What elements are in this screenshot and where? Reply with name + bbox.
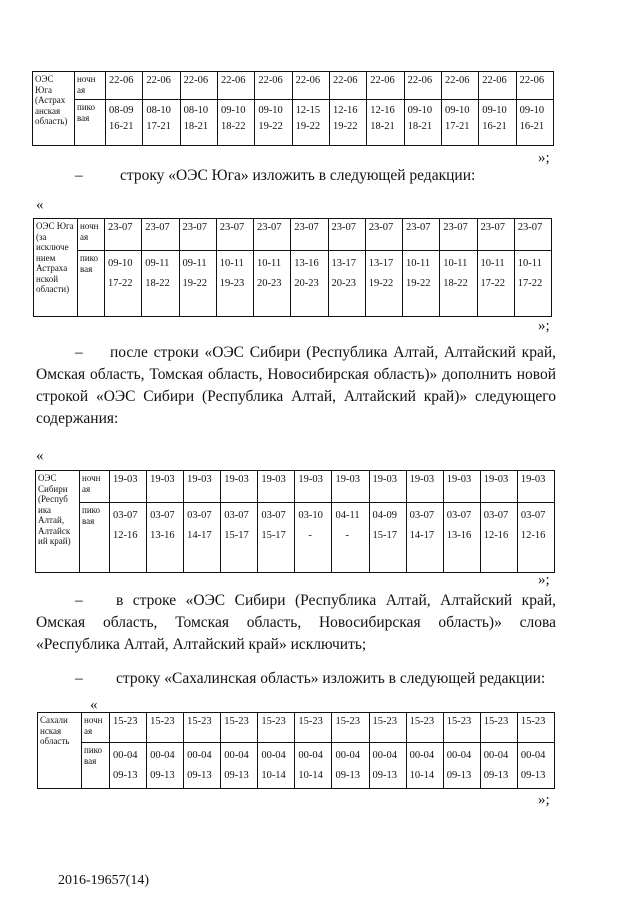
night-cell: 22-06 <box>143 72 180 100</box>
peak-evening: 17-22 <box>108 278 133 289</box>
peak-cell <box>443 503 480 573</box>
table-row <box>34 251 552 317</box>
peak-morning: 10-11 <box>480 258 505 269</box>
night-label: ночн ая <box>82 713 110 743</box>
peak-morning: 09-11 <box>182 258 207 269</box>
night-cell: 15-23 <box>221 713 258 743</box>
peak-morning: 03-10 <box>298 510 323 521</box>
peak-cell <box>369 743 406 789</box>
peak-cell <box>106 100 143 146</box>
peak-cell <box>295 743 332 789</box>
row-label: Сахали нская область <box>38 713 82 789</box>
peak-morning: 10-11 <box>517 258 542 269</box>
peak-morning: 03-07 <box>224 510 249 521</box>
night-cell: 15-23 <box>443 713 480 743</box>
night-cell: 22-06 <box>255 72 292 100</box>
night-cell: 19-03 <box>221 471 258 503</box>
peak-cell <box>179 251 216 317</box>
night-cell: 22-06 <box>441 72 478 100</box>
peak-morning: 09-10 <box>482 105 507 116</box>
night-cell: 19-03 <box>517 471 554 503</box>
night-cell: 23-07 <box>328 219 365 251</box>
peak-cell <box>516 100 553 146</box>
peak-evening: 12-16 <box>520 530 546 541</box>
night-cell: 15-23 <box>110 713 147 743</box>
peak-evening: - <box>308 530 312 541</box>
peak-cell <box>217 100 254 146</box>
peak-morning: 12-16 <box>370 105 395 116</box>
close-quote-1: »; <box>538 150 550 166</box>
peak-evening: 14-17 <box>409 530 435 541</box>
peak-morning: 03-07 <box>483 510 509 521</box>
night-cell: 23-07 <box>477 219 514 251</box>
peak-cell <box>367 100 404 146</box>
item-1-text: строку «ОЭС Юга» изложить в следующей редакции: <box>120 167 476 184</box>
peak-evening: 18-22 <box>145 278 170 289</box>
peak-cell <box>406 503 443 573</box>
peak-cell <box>365 251 402 317</box>
night-cell: 23-07 <box>142 219 179 251</box>
item-4-text: строку «Сахалинская область» изложить в следующей редакции: <box>116 670 546 687</box>
peak-morning: 09-11 <box>145 258 170 269</box>
peak-evening: 20-23 <box>331 278 356 289</box>
peak-cell <box>403 251 440 317</box>
peak-cell <box>406 743 443 789</box>
peak-evening: 15-17 <box>224 530 249 541</box>
item-3-text: в строке «ОЭС Сибири (Республика Алтай, Алтайский край, Омская область, Томская область, Новосибирская область)» слова «Республика Алтай, Алтайский край» исключить; <box>36 592 556 653</box>
open-quote-4: « <box>90 697 98 713</box>
table-row <box>33 72 554 100</box>
peak-morning: 09-10 <box>444 105 470 116</box>
peak-morning: 03-07 <box>187 510 212 521</box>
peak-cell <box>184 743 221 789</box>
peak-cell <box>105 251 142 317</box>
peak-cell <box>369 503 406 573</box>
night-label: ночн ая <box>75 72 106 100</box>
peak-evening: 13-16 <box>150 530 175 541</box>
night-cell: 23-07 <box>514 219 551 251</box>
night-cell: 23-07 <box>179 219 216 251</box>
peak-evening: 19-22 <box>182 278 207 289</box>
night-cell: 19-03 <box>110 471 147 503</box>
peak-evening: 16-21 <box>482 121 507 132</box>
table-row <box>36 471 555 503</box>
peak-cell <box>480 503 517 573</box>
peak-morning: 09-10 <box>258 105 283 116</box>
night-cell: 22-06 <box>106 72 143 100</box>
peak-evening: 19-22 <box>332 121 358 132</box>
peak-evening: 15-17 <box>261 530 286 541</box>
peak-cell <box>255 100 292 146</box>
night-cell: 15-23 <box>369 713 406 743</box>
peak-evening: 09-13 <box>372 770 398 781</box>
peak-evening: 16-21 <box>109 121 134 132</box>
peak-cell <box>258 743 295 789</box>
night-cell: 23-07 <box>440 219 477 251</box>
peak-cell <box>143 100 180 146</box>
table-row <box>33 100 554 146</box>
peak-evening: 09-13 <box>224 770 249 781</box>
night-cell: 22-06 <box>479 72 516 100</box>
night-cell: 15-23 <box>517 713 554 743</box>
night-cell: 22-06 <box>292 72 329 100</box>
night-cell: 15-23 <box>406 713 443 743</box>
night-cell: 22-06 <box>329 72 366 100</box>
night-cell: 19-03 <box>147 471 184 503</box>
peak-cell <box>110 503 147 573</box>
peak-cell <box>514 251 551 317</box>
night-label: ночн ая <box>80 471 110 503</box>
night-cell: 15-23 <box>295 713 332 743</box>
peak-cell <box>477 251 514 317</box>
peak-cell <box>142 251 179 317</box>
peak-evening: 09-13 <box>520 770 546 781</box>
peak-cell <box>328 251 365 317</box>
night-cell: 22-06 <box>180 72 217 100</box>
peak-morning: 00-04 <box>372 750 398 761</box>
table-oes-sibiri-altai <box>35 470 555 573</box>
close-quote-2: »; <box>538 318 550 334</box>
peak-evening: 19-22 <box>368 278 394 289</box>
row-label: ОЭС Сибири (Респуб ика Алтай, Алтайск ий край) <box>36 471 80 573</box>
night-cell: 15-23 <box>480 713 517 743</box>
row-label: ОЭС Юга (за исключе нием Астраха нской области) <box>34 219 78 317</box>
peak-cell <box>443 743 480 789</box>
peak-morning: 13-16 <box>294 258 319 269</box>
night-cell: 19-03 <box>443 471 480 503</box>
peak-evening: 19-23 <box>219 278 245 289</box>
peak-morning: 04-11 <box>335 510 360 521</box>
peak-label: пико вая <box>80 503 110 573</box>
peak-morning: 03-07 <box>150 510 175 521</box>
night-cell: 23-07 <box>254 219 291 251</box>
peak-morning: 10-11 <box>406 258 431 269</box>
peak-morning: 03-07 <box>446 510 472 521</box>
peak-morning: 09-10 <box>108 258 133 269</box>
peak-morning: 00-04 <box>446 750 472 761</box>
peak-morning: 00-04 <box>483 750 509 761</box>
night-cell: 22-06 <box>217 72 254 100</box>
peak-morning: 13-17 <box>368 258 394 269</box>
peak-evening: 09-13 <box>446 770 472 781</box>
peak-morning: 10-11 <box>443 258 468 269</box>
peak-evening: 10-14 <box>261 770 286 781</box>
peak-evening: 09-13 <box>187 770 212 781</box>
peak-evening: 09-13 <box>335 770 360 781</box>
peak-morning: 00-04 <box>335 750 360 761</box>
peak-cell <box>147 503 184 573</box>
peak-morning: 00-04 <box>298 750 323 761</box>
peak-morning: 00-04 <box>520 750 546 761</box>
peak-cell <box>480 743 517 789</box>
peak-cell <box>216 251 253 317</box>
open-quote-3: « <box>36 448 44 464</box>
peak-evening: 18-22 <box>443 278 468 289</box>
peak-cell <box>295 503 332 573</box>
peak-cell <box>221 743 258 789</box>
night-cell: 23-07 <box>105 219 142 251</box>
peak-morning: 00-04 <box>261 750 286 761</box>
peak-morning: 03-07 <box>261 510 286 521</box>
peak-morning: 08-10 <box>146 105 171 116</box>
peak-evening: 18-22 <box>220 121 246 132</box>
peak-cell <box>258 503 295 573</box>
peak-morning: 00-04 <box>409 750 435 761</box>
peak-cell <box>254 251 291 317</box>
bullet-3: – <box>75 592 83 609</box>
peak-label: пико вая <box>75 100 106 146</box>
night-cell: 19-03 <box>295 471 332 503</box>
peak-morning: 08-10 <box>183 105 209 116</box>
close-quote-3: »; <box>538 572 550 588</box>
peak-evening: 18-21 <box>407 121 433 132</box>
peak-cell <box>221 503 258 573</box>
peak-evening: 15-17 <box>372 530 398 541</box>
night-cell: 23-07 <box>216 219 253 251</box>
close-quote-4: »; <box>538 792 550 808</box>
peak-cell <box>332 503 369 573</box>
table-oes-yuga-excl-astrakhan <box>33 218 552 317</box>
table-oes-yuga-astrakhan <box>32 71 554 146</box>
bullet-4: – <box>75 670 83 687</box>
peak-morning: 00-04 <box>187 750 212 761</box>
peak-cell <box>517 503 554 573</box>
night-cell: 15-23 <box>258 713 295 743</box>
peak-morning: 09-10 <box>220 105 246 116</box>
night-cell: 23-07 <box>403 219 440 251</box>
item-2-text: после строки «ОЭС Сибири (Республика Алтай, Алтайский край, Омская область, Томская область, Новосибирская область)» дополнить новой строкой «ОЭС Сибири (Республика Алтай, Алтайский край)» следующего содержания: <box>36 344 556 427</box>
peak-label: пико вая <box>82 743 110 789</box>
peak-evening: 10-14 <box>409 770 435 781</box>
peak-morning: 03-07 <box>520 510 546 521</box>
bullet-2: – <box>75 344 83 361</box>
peak-cell <box>404 100 441 146</box>
peak-evening: 19-22 <box>406 278 431 289</box>
peak-morning: 00-04 <box>224 750 249 761</box>
peak-cell <box>441 100 478 146</box>
peak-evening: 14-17 <box>187 530 212 541</box>
open-quote-2: « <box>36 197 44 213</box>
table-row <box>38 743 555 789</box>
peak-evening: 12-16 <box>113 530 138 541</box>
peak-morning: 08-09 <box>109 105 134 116</box>
night-cell: 19-03 <box>184 471 221 503</box>
peak-cell <box>479 100 516 146</box>
night-cell: 15-23 <box>147 713 184 743</box>
document-number: 2016-19657(14) <box>58 873 149 888</box>
peak-cell <box>440 251 477 317</box>
night-cell: 19-03 <box>406 471 443 503</box>
night-cell: 19-03 <box>258 471 295 503</box>
peak-evening: 17-21 <box>146 121 171 132</box>
peak-evening: 20-23 <box>294 278 319 289</box>
peak-morning: 00-04 <box>113 750 138 761</box>
peak-evening: 17-22 <box>480 278 505 289</box>
peak-cell <box>110 743 147 789</box>
peak-evening: 16-21 <box>519 121 545 132</box>
peak-evening: - <box>345 530 349 541</box>
night-cell: 22-06 <box>404 72 441 100</box>
peak-evening: 19-22 <box>295 121 321 132</box>
night-cell: 23-07 <box>291 219 328 251</box>
row-label: ОЭС Юга (Астрах анская область) <box>33 72 75 146</box>
night-cell: 22-06 <box>516 72 553 100</box>
table-row <box>38 713 555 743</box>
peak-cell <box>517 743 554 789</box>
peak-cell <box>329 100 366 146</box>
peak-morning: 12-15 <box>295 105 321 116</box>
peak-morning: 13-17 <box>331 258 356 269</box>
peak-morning: 10-11 <box>219 258 244 269</box>
bullet-1: – <box>75 167 83 184</box>
peak-morning: 03-07 <box>113 510 138 521</box>
peak-morning: 09-10 <box>519 105 545 116</box>
peak-evening: 13-16 <box>446 530 472 541</box>
peak-evening: 18-21 <box>183 121 209 132</box>
peak-evening: 09-13 <box>483 770 509 781</box>
peak-cell <box>180 100 217 146</box>
night-cell: 15-23 <box>184 713 221 743</box>
peak-evening: 17-22 <box>517 278 543 289</box>
peak-morning: 03-07 <box>409 510 435 521</box>
night-cell: 19-03 <box>369 471 406 503</box>
night-cell: 22-06 <box>367 72 404 100</box>
table-sakhalin <box>37 712 555 789</box>
peak-morning: 10-11 <box>257 258 282 269</box>
peak-evening: 10-14 <box>298 770 323 781</box>
peak-morning: 04-09 <box>372 510 398 521</box>
peak-cell <box>292 100 329 146</box>
peak-cell <box>332 743 369 789</box>
peak-evening: 20-23 <box>257 278 282 289</box>
night-cell: 19-03 <box>480 471 517 503</box>
peak-evening: 19-22 <box>258 121 283 132</box>
peak-evening: 18-21 <box>370 121 395 132</box>
peak-cell <box>291 251 328 317</box>
peak-morning: 09-10 <box>407 105 433 116</box>
night-cell: 19-03 <box>332 471 369 503</box>
table-row <box>34 219 552 251</box>
peak-morning: 00-04 <box>150 750 175 761</box>
peak-evening: 09-13 <box>113 770 138 781</box>
night-cell: 15-23 <box>332 713 369 743</box>
peak-evening: 17-21 <box>444 121 470 132</box>
night-label: ночн ая <box>78 219 105 251</box>
peak-morning: 12-16 <box>332 105 358 116</box>
peak-evening: 09-13 <box>150 770 175 781</box>
table-row <box>36 503 555 573</box>
night-cell: 23-07 <box>365 219 402 251</box>
peak-evening: 12-16 <box>483 530 509 541</box>
peak-cell <box>147 743 184 789</box>
peak-cell <box>184 503 221 573</box>
peak-label: пико вая <box>78 251 105 317</box>
